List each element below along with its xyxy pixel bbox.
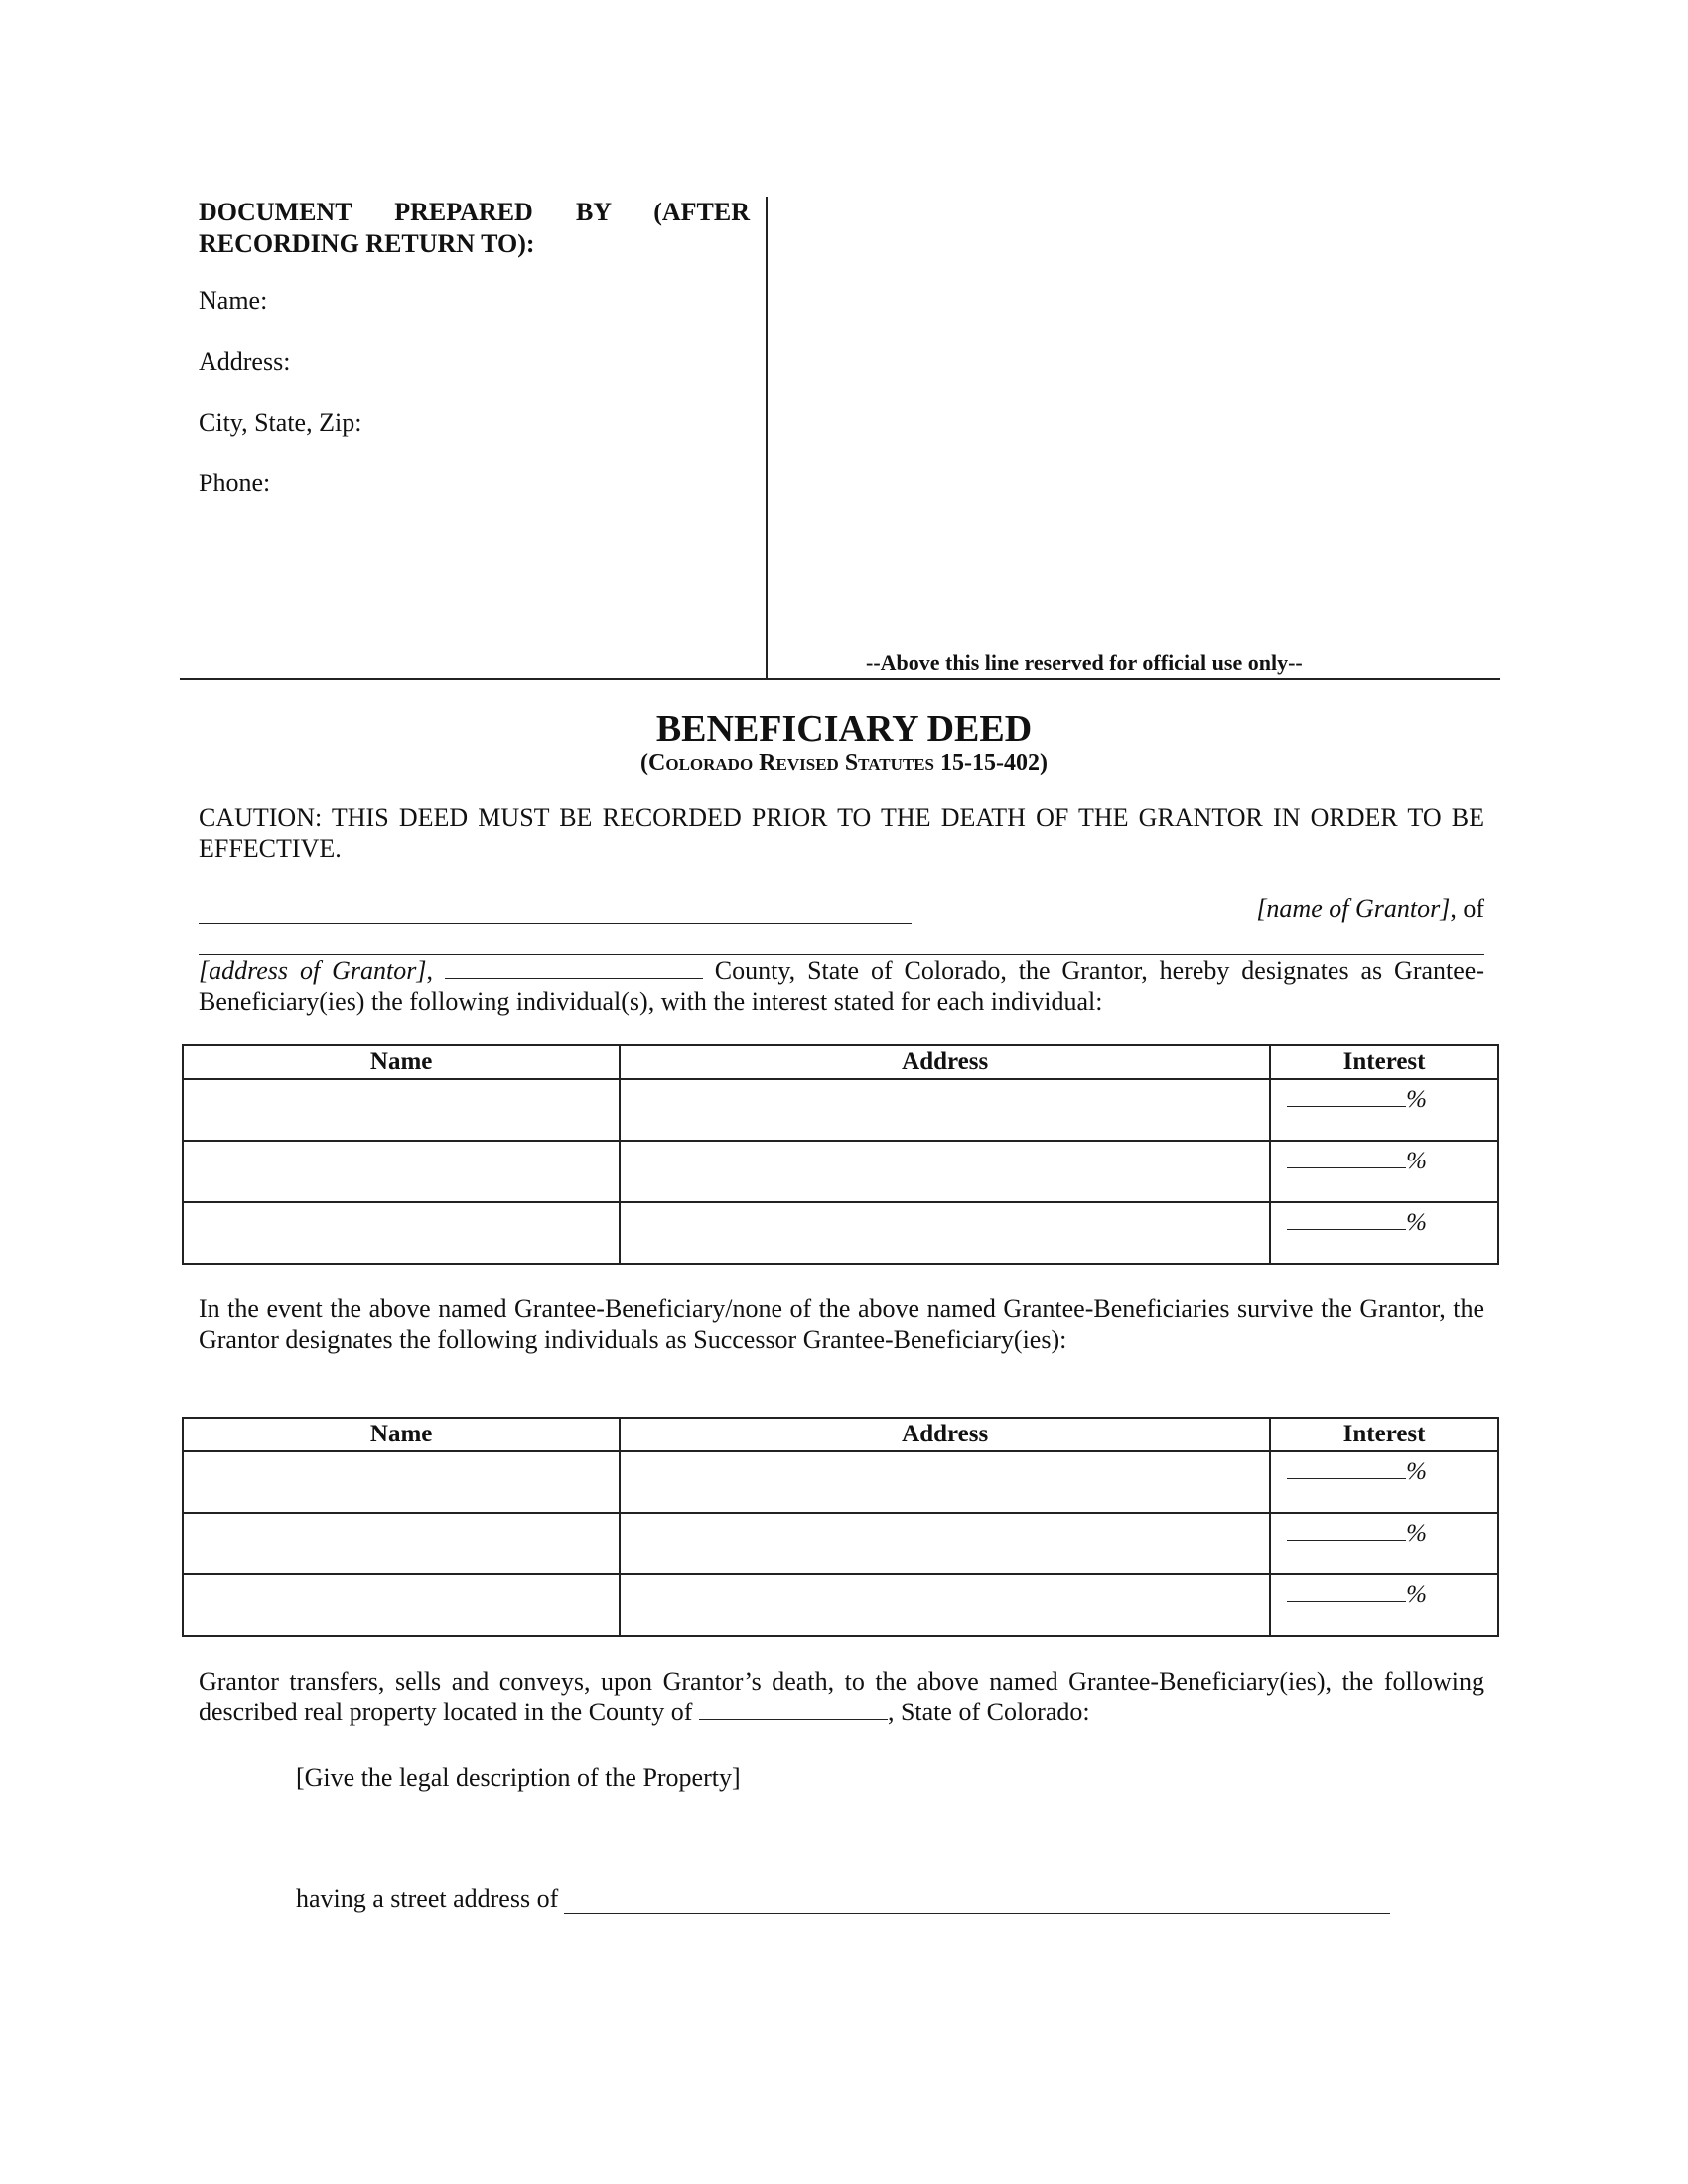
grantor-address-hint: [address of Grantor] bbox=[199, 956, 427, 985]
interest-cell[interactable] bbox=[1270, 1574, 1498, 1636]
address-cell[interactable] bbox=[620, 1079, 1270, 1141]
street-address-blank[interactable] bbox=[564, 1891, 1390, 1914]
interest-cell[interactable] bbox=[1270, 1451, 1498, 1513]
grantor-paragraph bbox=[199, 893, 1484, 1017]
transfer-paragraph bbox=[199, 1666, 1484, 1727]
grantor-name-blank[interactable] bbox=[199, 901, 912, 924]
grantor-name-hint: [name of Grantor] bbox=[1256, 894, 1451, 923]
percent-sign: % bbox=[1406, 1086, 1427, 1113]
grantor-rest: County, State of Colorado, the Grantor, hereby designates as Grantee-Beneficiary(ies) the following individual(s), with the interest stated for each individual: bbox=[199, 956, 1484, 1016]
name-cell[interactable] bbox=[183, 1202, 620, 1264]
col-address: Address bbox=[620, 1045, 1270, 1079]
transfer-text-1: Grantor transfers, sells and conveys, upon Grantor’s death, to the above named Grantee-Beneficiary(ies), the following described real property located in the County of bbox=[199, 1667, 1484, 1726]
reserved-note: --Above this line reserved for official use only-- bbox=[866, 650, 1303, 675]
percent-sign: % bbox=[1406, 1520, 1427, 1547]
city-state-zip-label: City, State, Zip: bbox=[199, 408, 362, 437]
interest-cell[interactable] bbox=[1270, 1079, 1498, 1141]
document-title: BENEFICIARY DEED bbox=[655, 708, 1033, 750]
address-cell[interactable] bbox=[620, 1202, 1270, 1264]
successor-paragraph: In the event the above named Grantee-Beneficiary/none of the above named Grantee-Beneficiaries survive the Grantor, the Grantor designates the following individuals as Successor Grantee-Beneficiary(ies): bbox=[199, 1295, 1484, 1354]
col-interest: Interest bbox=[1270, 1045, 1498, 1079]
header-divider-vertical bbox=[766, 197, 768, 679]
caution-text: CAUTION: THIS DEED MUST BE RECORDED PRIOR TO THE DEATH OF THE GRANTOR IN ORDER TO BE EFFECTIVE. bbox=[199, 803, 1484, 863]
interest-cell[interactable] bbox=[1270, 1513, 1498, 1574]
address-cell[interactable] bbox=[620, 1574, 1270, 1636]
grantor-line-2 bbox=[199, 924, 1484, 955]
interest-cell[interactable] bbox=[1270, 1141, 1498, 1202]
percent-sign: % bbox=[1406, 1458, 1427, 1485]
table-header-row bbox=[183, 1418, 1498, 1451]
transfer-text-2: , State of Colorado: bbox=[887, 1698, 1090, 1726]
county-blank[interactable] bbox=[445, 956, 703, 979]
address-cell[interactable] bbox=[620, 1141, 1270, 1202]
name-cell[interactable] bbox=[183, 1513, 620, 1574]
table-row bbox=[183, 1574, 1498, 1636]
table-row bbox=[183, 1513, 1498, 1574]
table-row bbox=[183, 1141, 1498, 1202]
of-word: , of bbox=[1450, 894, 1484, 923]
prepared-by-heading: DOCUMENT PREPARED BY (AFTER RECORDING RETURN TO): bbox=[199, 198, 750, 258]
address-label: Address: bbox=[199, 347, 291, 376]
percent-sign: % bbox=[1406, 1581, 1427, 1608]
percent-sign: % bbox=[1406, 1148, 1427, 1174]
beneficiary-table bbox=[182, 1044, 1499, 1265]
interest-cell[interactable] bbox=[1270, 1202, 1498, 1264]
name-cell[interactable] bbox=[183, 1451, 620, 1513]
name-cell[interactable] bbox=[183, 1079, 620, 1141]
col-interest: Interest bbox=[1270, 1418, 1498, 1451]
header-divider-horizontal bbox=[180, 678, 1500, 680]
table-row bbox=[183, 1451, 1498, 1513]
street-address-label: having a street address of bbox=[296, 1884, 559, 1913]
phone-label: Phone: bbox=[199, 469, 271, 497]
percent-sign: % bbox=[1406, 1209, 1427, 1236]
grantor-line-1 bbox=[199, 893, 1484, 924]
successor-table bbox=[182, 1417, 1499, 1637]
col-name: Name bbox=[183, 1418, 620, 1451]
table-row bbox=[183, 1202, 1498, 1264]
col-name: Name bbox=[183, 1045, 620, 1079]
grantor-address-blank[interactable] bbox=[199, 932, 1484, 955]
name-cell[interactable] bbox=[183, 1574, 620, 1636]
street-address-line bbox=[296, 1884, 1390, 1914]
grantor-name-hint-wrap bbox=[912, 893, 1484, 924]
property-county-blank[interactable] bbox=[699, 1698, 888, 1720]
table-header-row bbox=[183, 1045, 1498, 1079]
address-cell[interactable] bbox=[620, 1513, 1270, 1574]
name-cell[interactable] bbox=[183, 1141, 620, 1202]
grantor-line-3 bbox=[199, 955, 1484, 1017]
legal-description-hint: [Give the legal description of the Property] bbox=[296, 1763, 741, 1792]
name-label: Name: bbox=[199, 286, 268, 315]
document-subtitle: (Colorado Revised Statutes 15-15-402) bbox=[640, 751, 1048, 776]
comma: , bbox=[426, 956, 433, 985]
table-row bbox=[183, 1079, 1498, 1141]
col-address: Address bbox=[620, 1418, 1270, 1451]
address-cell[interactable] bbox=[620, 1451, 1270, 1513]
